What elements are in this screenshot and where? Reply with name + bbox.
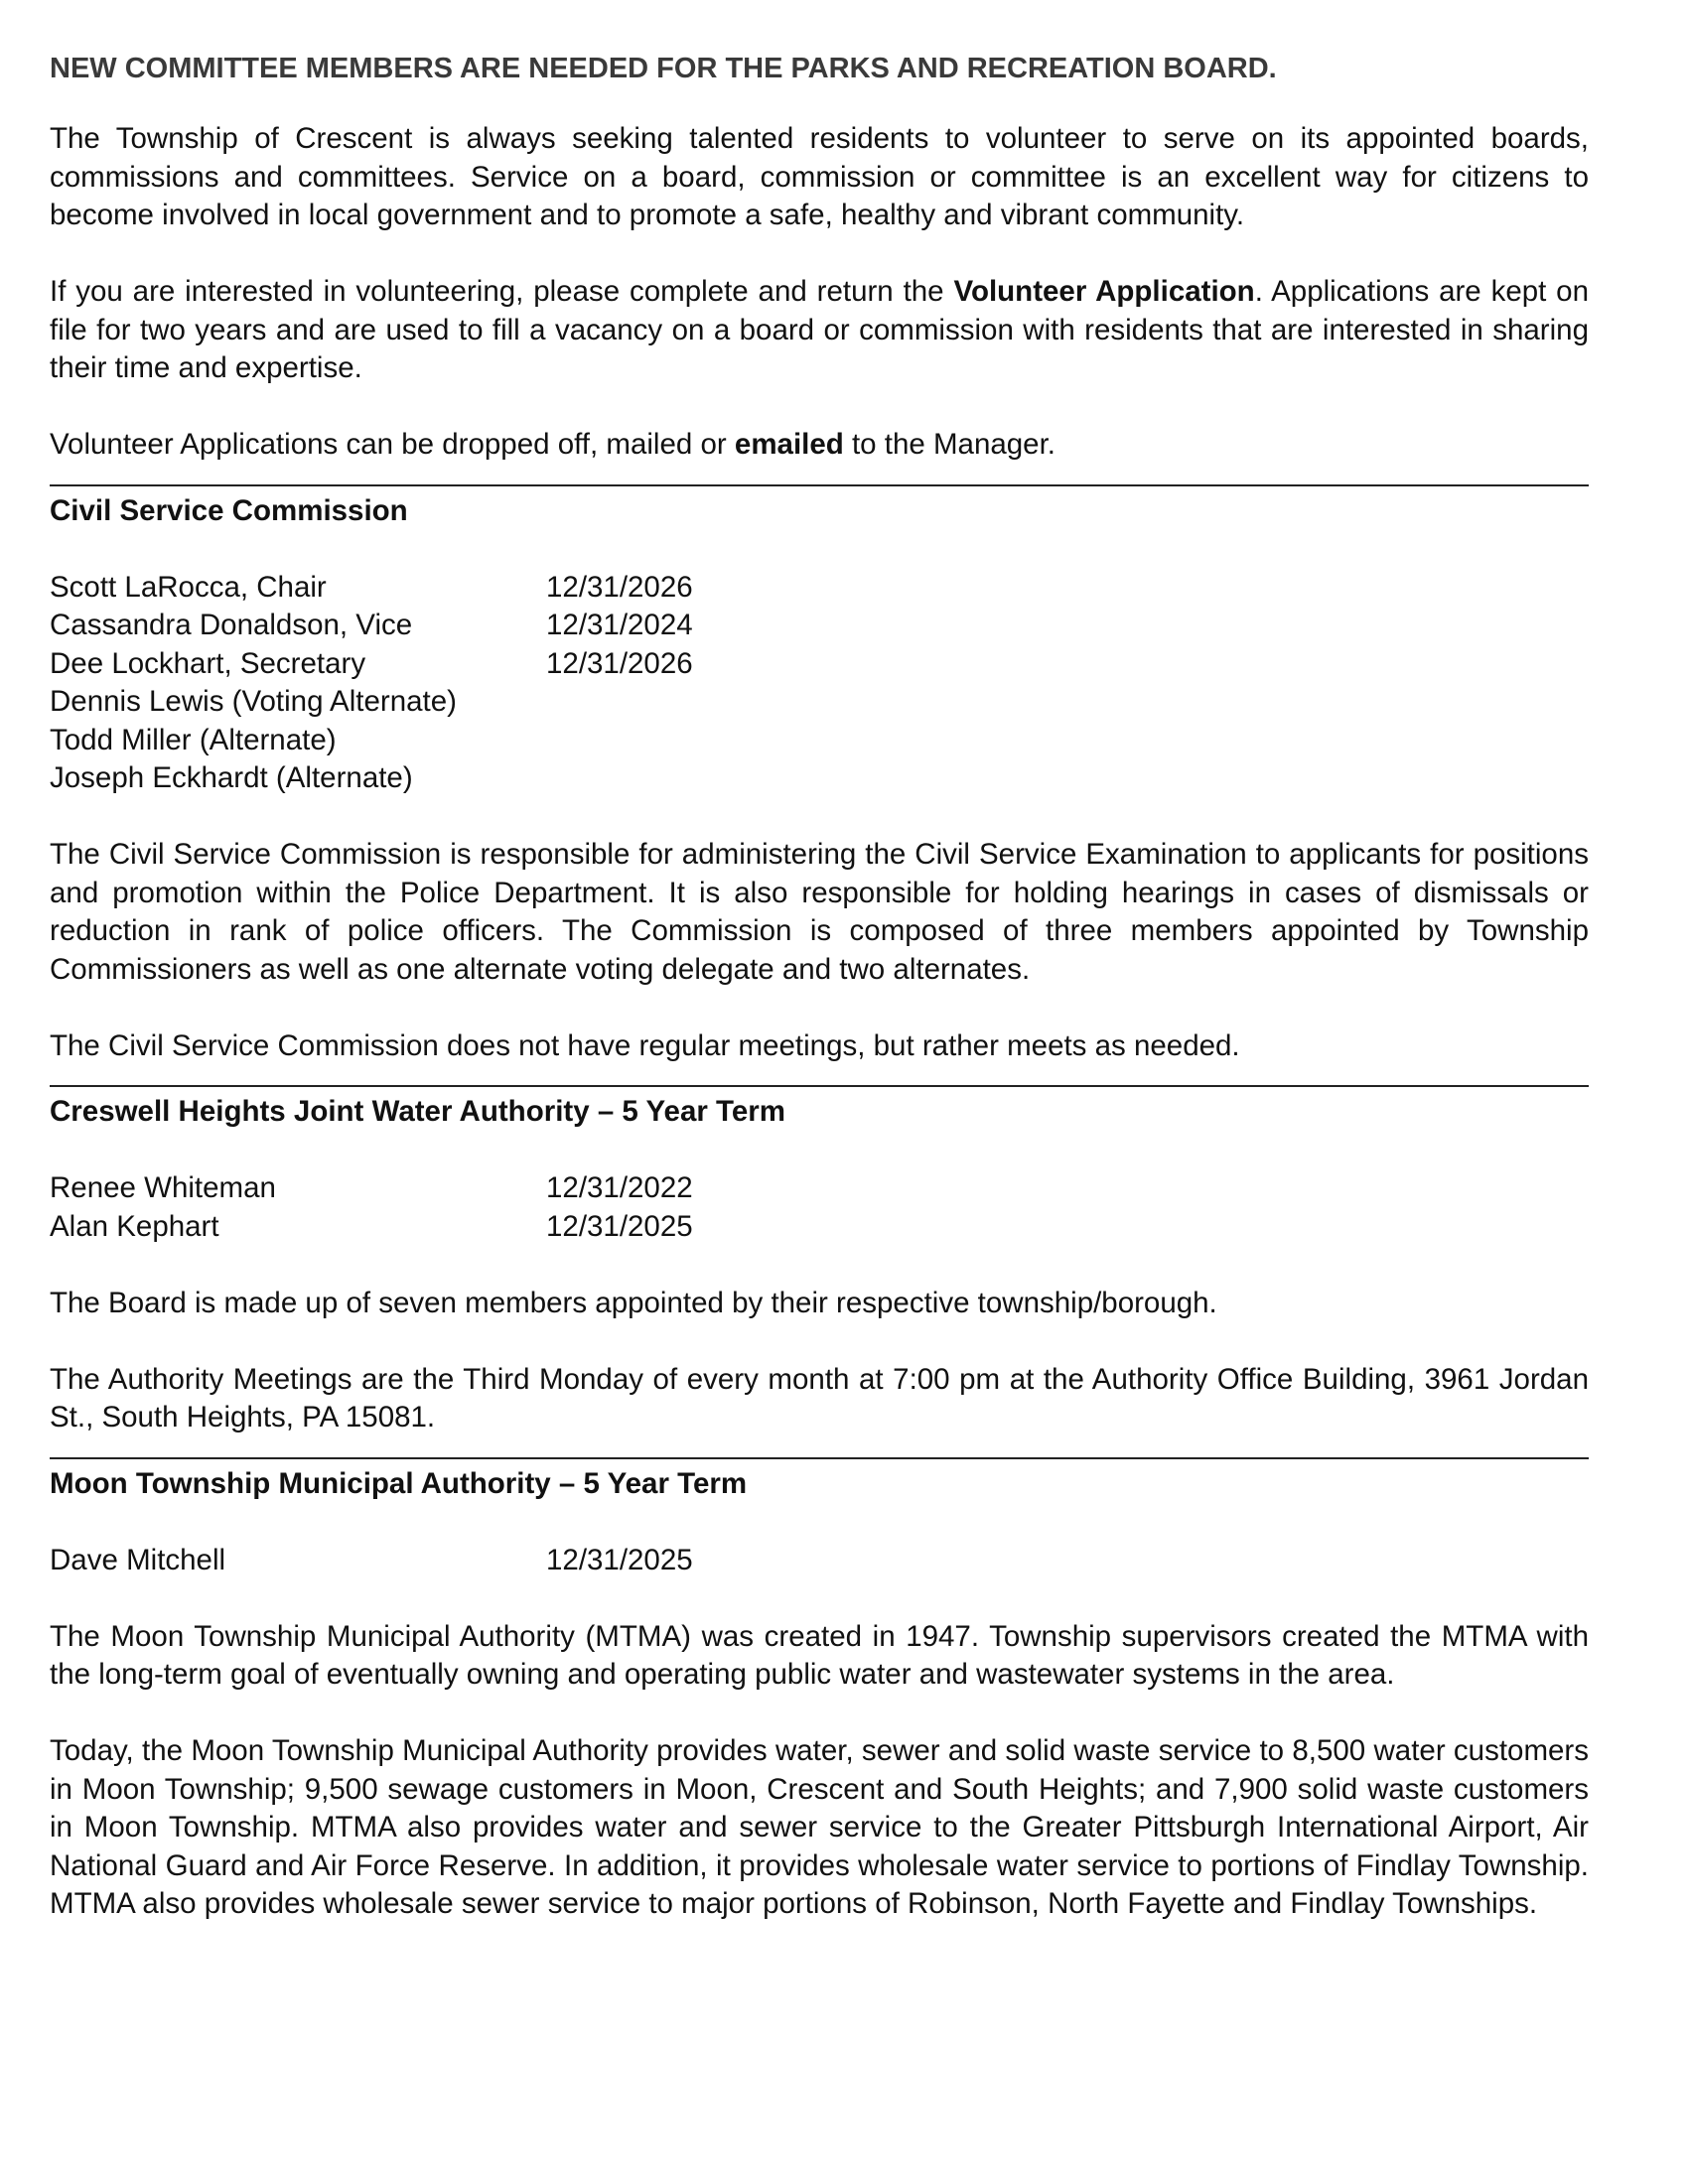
member-row <box>50 1208 1589 1247</box>
creswell-description: The Board is made up of seven members appointed by their respective township/borough. <box>50 1286 1217 1319</box>
member-row <box>50 1542 1589 1580</box>
member-name: Scott LaRocca, Chair <box>50 570 327 604</box>
moon-title: Moon Township Municipal Authority – 5 Year Term <box>50 1466 748 1500</box>
member-term: 12/31/2024 <box>546 609 693 641</box>
member-name: Renee Whiteman <box>50 1171 276 1204</box>
notice-heading: NEW COMMITTEE MEMBERS ARE NEEDED FOR THE PARKS AND RECREATION BOARD. <box>50 53 1277 84</box>
member-term: 12/31/2026 <box>546 570 693 604</box>
apply-text-end: . Applications are kept on file for two years and are used to fill a vacancy on a board or commission with residents that are interested in sharing their time and expertise. <box>50 275 1589 384</box>
moon-history: The Moon Township Municipal Authority (MTMA) was created in 1947. Township supervisors created the MTMA with the long-term goal of eventually owning and operating public water and wastewater systems in the area. <box>50 1619 1589 1691</box>
section-divider <box>50 484 1589 486</box>
creswell-member-list <box>50 1169 1589 1246</box>
member-name: Alan Kephart <box>50 1209 219 1243</box>
member-row <box>50 722 1589 760</box>
emailed-emphasis: emailed <box>734 428 844 461</box>
member-term: 12/31/2025 <box>546 1209 693 1243</box>
section-divider <box>50 1457 1589 1459</box>
member-name: Dee Lockhart, Secretary <box>50 646 366 680</box>
member-row <box>50 607 1589 645</box>
member-name: Cassandra Donaldson, Vice <box>50 609 413 641</box>
member-row <box>50 1169 1589 1208</box>
member-term: 12/31/2026 <box>546 646 693 680</box>
member-name: Dave Mitchell <box>50 1543 226 1576</box>
page-content <box>50 50 1589 1924</box>
moon-member-list <box>50 1542 1589 1580</box>
member-row <box>50 759 1589 798</box>
section-divider <box>50 1085 1589 1087</box>
member-name: Dennis Lewis (Voting Alternate) <box>50 685 457 718</box>
member-term: 12/31/2022 <box>546 1171 693 1204</box>
apply-paragraph <box>50 273 1589 388</box>
moon-services: Today, the Moon Township Municipal Authority provides water, sewer and solid waste service to 8,500 water customers in Moon Township; 9,500 sewage customers in Moon, Crescent and South Heights; and 7,900 solid waste customers in Moon Township. MTMA also provides water and sewer service to the Greater Pittsburgh International Airport, Air National Guard and Air Force Reserve. In addition, it provides wholesale water service to portions of Findlay Township. MTMA also provides wholesale sewer service to major portions of Robinson, North Fayette and Findlay Townships. <box>50 1734 1589 1920</box>
civil-service-description: The Civil Service Commission is responsible for administering the Civil Service Examination to applicants for positions and promotion within the Police Department. It is also responsible for holding hearings in cases of dismissals or reduction in rank of police officers. The Commission is composed of three members appointed by Township Commissioners as well as one alternate voting delegate and two alternates. <box>50 838 1589 986</box>
drop-off-text-start: Volunteer Applications can be dropped off, mailed or <box>50 428 735 461</box>
civil-service-title: Civil Service Commission <box>50 493 408 527</box>
member-row <box>50 569 1589 608</box>
intro-paragraph: The Township of Crescent is always seeking talented residents to volunteer to serve on its appointed boards, commissions and committees. Service on a board, commission or committee is an excellent way for citizens to become involved in local government and to promote a safe, healthy and vibrant community. <box>50 122 1589 231</box>
apply-text-start: If you are interested in volunteering, please complete and return the <box>50 275 954 308</box>
member-row <box>50 645 1589 684</box>
volunteer-application-emphasis: Volunteer Application <box>953 275 1255 308</box>
member-name: Joseph Eckhardt (Alternate) <box>50 761 413 794</box>
member-name: Todd Miller (Alternate) <box>50 723 337 756</box>
civil-service-meetings: The Civil Service Commission does not have regular meetings, but rather meets as needed. <box>50 1028 1240 1062</box>
member-row <box>50 683 1589 722</box>
drop-off-paragraph <box>50 426 1589 465</box>
member-term: 12/31/2025 <box>546 1543 693 1576</box>
civil-service-member-list <box>50 569 1589 798</box>
creswell-meetings: The Authority Meetings are the Third Monday of every month at 7:00 pm at the Authority Office Building, 3961 Jordan St., South Heights, PA 15081. <box>50 1362 1589 1433</box>
drop-off-text-end: to the Manager. <box>843 428 1055 461</box>
creswell-title: Creswell Heights Joint Water Authority – 5 Year Term <box>50 1095 785 1128</box>
